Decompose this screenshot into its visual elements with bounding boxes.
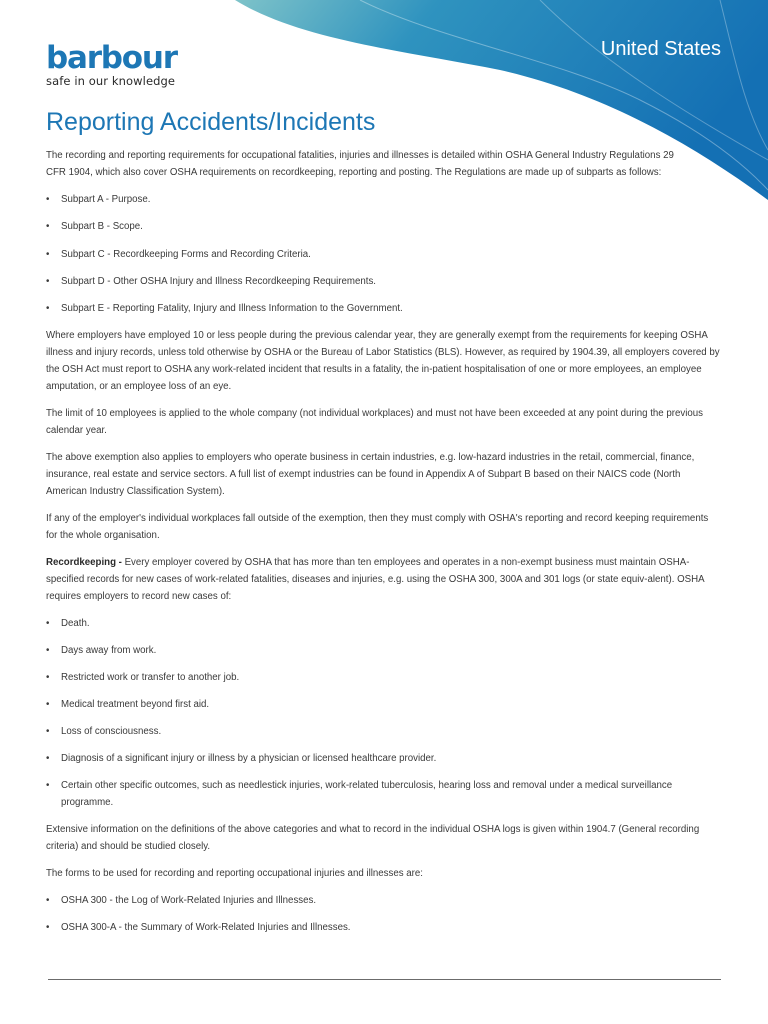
list-item: • Days away from work.: [46, 645, 157, 657]
list-item: • Restricted work or transfer to another job.: [46, 672, 240, 684]
forms-list: [46, 892, 722, 936]
list-item: • Subpart D - Other OSHA Injury and Illness Recordkeeping Requirements.: [46, 275, 376, 287]
list-item: • Diagnosis of a significant injury or illness by a physician or licensed healthcare provider.: [46, 753, 437, 765]
recordkeeping-label: Recordkeeping -: [46, 557, 125, 569]
logo-tagline: safe in our knowledge: [46, 74, 176, 88]
list-item: • Subpart C - Recordkeeping Forms and Recording Criteria.: [46, 248, 311, 260]
subparts-list: [46, 191, 722, 317]
list-item: • OSHA 300-A - the Summary of Work-Related Injuries and Illnesses.: [46, 922, 351, 934]
list-item: • Subpart B - Scope.: [46, 221, 143, 233]
list-item: • Certain other specific outcomes, such as needlestick injuries, work-related tuberculosis, hearing loss and removal under a medical surveillance programme.: [46, 780, 673, 809]
industry-exemption-paragraph: The above exemption also applies to employers who operate business in certain industries, e.g. low-hazard industries in the retail, commercial, finance, insurance, real estate and service sectors. A full list of exempt industries can be found in Appendix A of Subpart B based on their NAICS code (North American Industry Classification System).: [46, 452, 695, 498]
country-label: United States: [600, 38, 721, 60]
definitions-paragraph: Extensive information on the definitions of the above categories and what to record in the individual OSHA logs is given within 1904.7 (General recording criteria) and should be studied closely.: [46, 824, 700, 853]
list-item: • Subpart A - Purpose.: [46, 194, 151, 205]
logo-wordmark: barbour: [46, 40, 177, 76]
list-item: • Subpart E - Reporting Fatality, Injury and Illness Information to the Government.: [46, 303, 403, 315]
limit-paragraph: The limit of 10 employees is applied to the whole company (not individual workplaces) and must not have been exceeded at any point during the previous calendar year.: [46, 408, 703, 437]
document-body: [46, 147, 722, 946]
barbour-logo: [46, 42, 177, 88]
list-item: • Medical treatment beyond first aid.: [46, 699, 210, 711]
footer-divider: [48, 979, 721, 980]
forms-intro-paragraph: The forms to be used for recording and reporting occupational injuries and illnesses are:: [46, 868, 423, 880]
list-item: • Death.: [46, 618, 90, 630]
page-title: Reporting Accidents/Incidents: [46, 108, 376, 136]
workplaces-paragraph: If any of the employer's individual workplaces fall outside of the exemption, then they must comply with OSHA's reporting and record keeping requirements for the whole organisation.: [46, 513, 709, 542]
list-item: • OSHA 300 - the Log of Work-Related Injuries and Illnesses.: [46, 895, 317, 907]
list-item: • Loss of consciousness.: [46, 726, 162, 738]
cases-list: [46, 615, 722, 811]
recordkeeping-paragraph: Recordkeeping - Every employer covered by OSHA that has more than ten employees and operates in a non-exempt business must maintain OSHA-specified records for new cases of work-related fatalities, diseases and injuries, e.g. using the OSHA 300, 300A and 301 logs (or state equiv-alent). OSHA requires employers to record new cases of:: [46, 557, 705, 603]
intro-paragraph: The recording and reporting requirements for occupational fatalities, injuries and illnesses is detailed within OSHA General Industry Regulations 29 CFR 1904, which also cover OSHA requirements on recordkeeping, reporting and posting. The Regulations are made up of subparts as follows:: [46, 150, 674, 178]
exemption-paragraph: Where employers have employed 10 or less people during the previous calendar year, they are generally exempt from the requirements for keeping OSHA illness and injury records, unless told otherwise by OSHA or the Bureau of Labor Statistics (BLS). However, as required by 1904.39, all employers covered by the OSH Act must report to OSHA any work-related incident that results in a fatality, the in-patient hospitalisation of one or more employees, an employee amputation, or an employee loss of an eye.: [46, 330, 720, 393]
